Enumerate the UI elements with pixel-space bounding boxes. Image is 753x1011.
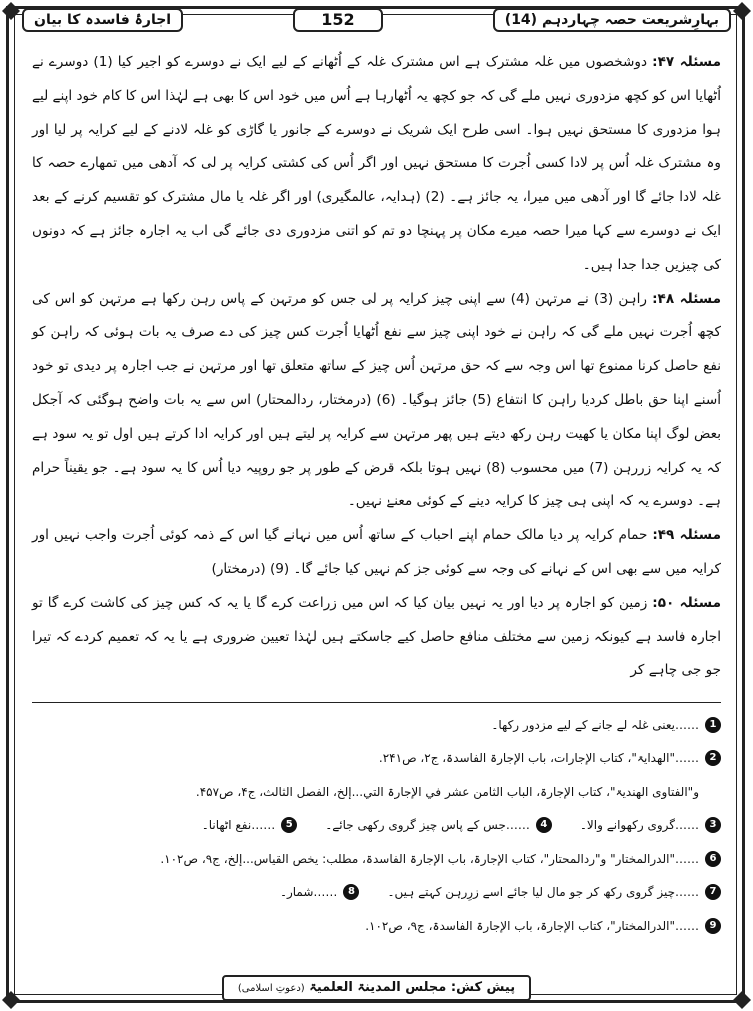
footnote-number: 5	[281, 817, 297, 833]
masala-label: مسئلہ ۴۷:	[652, 54, 722, 70]
masala-label: مسئلہ ۴۸:	[652, 290, 722, 307]
footer-label: پیش کش:	[450, 980, 516, 995]
footnote-number: 2	[705, 750, 721, 766]
masala-label: مسئلہ ۵۰:	[652, 594, 721, 611]
footnote-text: ……"الدرالمختار" و"ردالمحتار"، کتاب الإجارۃ، باب الإجارۃ الفاسدۃ، مطلب: یخص القیاس...إلخ، ج۹، ص۱۰۲.	[160, 851, 699, 866]
footnote-text: ……شمار۔	[279, 885, 338, 900]
chapter-title: اجارۂ فاسدہ کا بیان	[22, 8, 183, 32]
footnotes	[32, 708, 721, 943]
footnote-number: 1	[705, 717, 721, 733]
footnote-number: 6	[705, 851, 721, 867]
footnote-line	[32, 708, 721, 742]
book-title: بہارِشریعت حصہ چہاردہم (14)	[493, 8, 731, 32]
masala-50	[32, 587, 721, 688]
footer-org: مجلس المدینۃ العلمیۃ	[309, 980, 447, 995]
footnote-line	[32, 742, 721, 776]
footnote-number: 7	[705, 884, 721, 900]
masala-text: زمین کو اجارہ پر دیا اور یہ نہیں بیان کیا کہ اس میں زراعت کرے گا یا یہ کہ کس چیز کی کاشت کرے گا تو اجارہ فاسد ہے کیونکہ زمین سے مختلف منافع حاصل کیے جاسکتے ہیں لہٰذا تعیین ضروری ہے یا یہ کہ تعمیم کردے کہ تیرا جو جی چاہے کر	[32, 594, 721, 679]
footnote-text: ……"الدرالمختار"، کتاب الإجارۃ، باب الإجارۃ الفاسدۃ، ج۹، ص۱۰۲.	[365, 918, 699, 933]
footnote-text: ……نفع اٹھانا۔	[201, 818, 276, 833]
masala-47	[32, 46, 721, 283]
masala-49	[32, 519, 721, 587]
footnote-text: ……یعنی غلہ لے جانے کے لیے مزدور رکھا۔	[491, 717, 699, 732]
footnote-line	[32, 909, 721, 943]
main-text	[32, 46, 721, 688]
page-footer	[0, 975, 753, 1001]
footnote-text: و"الفتاوی الھندیۃ"، کتاب الإجارۃ، الباب الثامن عشر في الإجارۃ التي...إلخ، الفصل الثالث، ج۴، ص۴۵۷.	[195, 784, 699, 799]
footnote-number: 4	[536, 817, 552, 833]
publisher-box	[222, 975, 531, 1001]
footnote-text: ……"الھدایۃ"، کتاب الإجارات، باب الإجارۃ الفاسدۃ، ج۲، ص۲۴۱.	[378, 751, 699, 766]
footnote-line	[32, 809, 721, 843]
footnote-text: ……گروی رکھوانے والا۔	[579, 818, 699, 833]
footnote-line	[32, 876, 721, 910]
page-number: 152	[293, 8, 382, 32]
footnote-text: ……جس کے پاس چیز گروی رکھی جائے۔	[325, 818, 530, 833]
masala-48	[32, 283, 721, 520]
masala-text: دوشخصوں میں غلہ مشترک ہے اس مشترک غلہ کے اُٹھانے کے لیے ایک نے دوسرے کو اجیر کیا (1) دوسرے نے اُٹھایا اس کو کچھ مزدوری نہیں ملے گی کہ جو کچھ یہ اُٹھارہا ہے اُس میں خود اس کا بھی ہے لہٰذا اس کا کام خود اپنے لیے ہوا مزدوری کا مستحق نہیں ہوا۔ اسی طرح ایک شریک نے دوسرے کے جانور یا گاڑی کو غلہ لادنے کے لیے کرایہ پر لیا اور وہ مشترک غلہ اُس پر لادا کسی اُجرت کا مستحق نہیں اور اگر اُس کی کشتی کرایہ پر لی کہ آدھی میں تمھارے حصہ کا غلہ لادا جائے گا اور آدھی میں میرا، یہ جائز ہے۔ (2) (ہدایہ، عالمگیری) اور اگر غلہ یا مال مشترک کو تقسیم کرنے کے بعد ایک نے دوسرے سے کہا میرا حصہ میرے مکان پر پہنچا دو تم کو اتنی مزدوری دی جائے گی اب یہ اجارہ جائز ہے کہ دونوں کی چیزیں جدا جدا ہیں۔	[32, 54, 722, 273]
masala-label: مسئلہ ۴۹:	[652, 527, 721, 544]
footer-sub: (دعوتِ اسلامی)	[237, 983, 305, 994]
masala-text: راہن (3) نے مرتہن (4) سے اپنی چیز کرایہ پر لی جس کو مرتہن کے پاس رہن رکھا ہے مرتہن کو اس کی کچھ اُجرت نہیں ملے گی کہ راہن نے خود اپنی چیز سے نفع اُٹھایا اُجرت کس چیز کی دے صرف یہ بات ہوئی کہ راہن کو نفع حاصل کرنا ممنوع تھا اس وجہ سے کہ حق مرتہن اُس چیز کے ساتھ متعلق تھا اور مرتہن نے جب اجارہ پر دیدی تو خود اُسنے اپنا حق باطل کردیا راہن کا انتفاع (5) جائز ہوگیا۔ (6) (درمختار، ردالمحتار) اس سے یہ بات واضح ہوگئی کہ آجکل بعض لوگ اپنا مکان یا کھیت رہن رکھ دیتے ہیں پھر مرتہن سے کرایہ پر لیتے ہیں اور کرایہ ادا کرتے ہیں اول تو یہ سود ہے کہ یہ کرایہ زررہن (7) میں محسوب (8) نہیں ہوتا بلکہ قرض کے طور پر جو روپیہ دیا اُس کا یہ سود ہے۔ جو یقیناً حرام ہے۔ دوسرے یہ کہ اپنی ہی چیز کا کرایہ دینے کے کوئی معنےٰ نہیں۔	[32, 290, 722, 510]
footnote-number: 3	[705, 817, 721, 833]
footnote-number: 8	[343, 884, 359, 900]
footnote-line	[32, 775, 721, 809]
footnote-number: 9	[705, 918, 721, 934]
footnote-divider	[32, 702, 721, 703]
footnote-text: ……چیز گروی رکھ کر جو مال لیا جائے اسے زرِرہن کہتے ہیں۔	[387, 885, 699, 900]
footnote-line	[32, 842, 721, 876]
masala-text: حمام کرایہ پر دیا مالک حمام اپنے احباب کے ساتھ اُس میں نہانے گیا اس کے ذمہ کوئی اُجرت واجب نہیں اور کرایہ میں سے بھی اس کے نہانے کی وجہ سے کوئی جز کم نہیں کیا جائے گا۔ (9) (درمختار)	[32, 527, 721, 577]
page-header	[22, 8, 731, 32]
